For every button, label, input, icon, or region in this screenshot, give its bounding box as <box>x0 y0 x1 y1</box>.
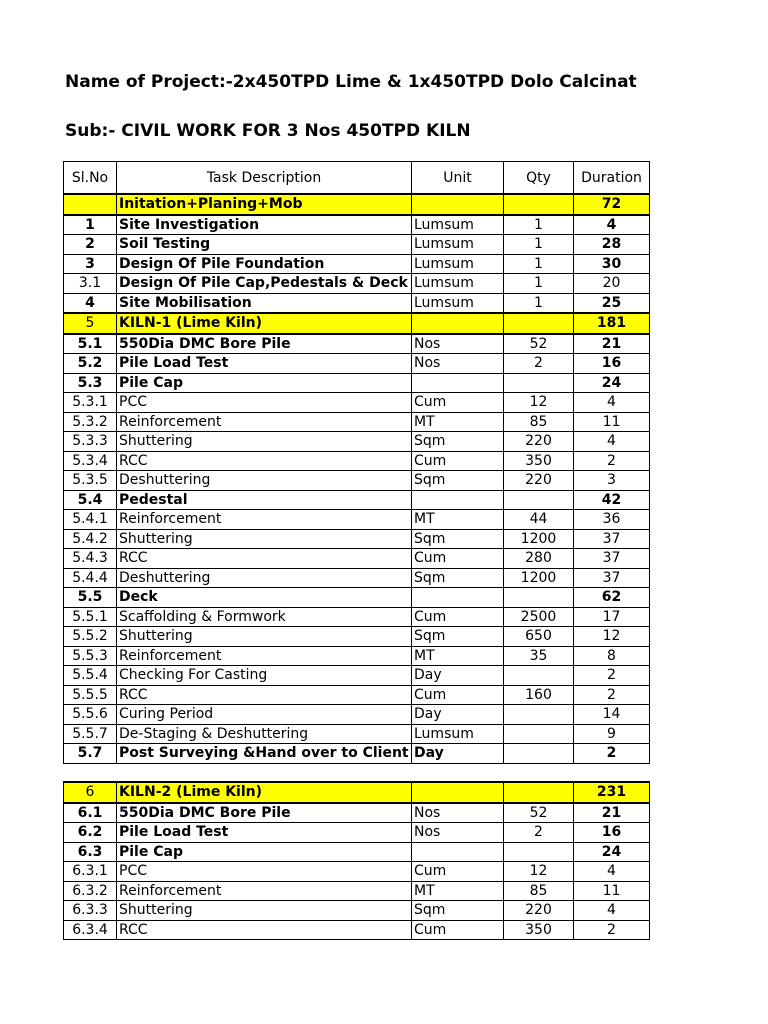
cell-duration: 37 <box>574 549 650 569</box>
cell-unit: Nos <box>412 823 504 843</box>
table-row <box>64 529 650 549</box>
cell-unit: Cum <box>412 549 504 569</box>
cell-qty <box>504 588 574 608</box>
cell-unit: Sqm <box>412 627 504 647</box>
cell-slno: 5.5.2 <box>64 627 117 647</box>
cell-slno: 5.4.1 <box>64 510 117 530</box>
cell-unit: MT <box>412 412 504 432</box>
cell-task-description: Site Mobilisation <box>117 293 412 313</box>
cell-slno: 5.7 <box>64 744 117 764</box>
cell-slno: 5.4.4 <box>64 568 117 588</box>
table-row <box>64 568 650 588</box>
cell-task-description: Design Of Pile Foundation <box>117 254 412 274</box>
cell-slno: 6.1 <box>64 803 117 823</box>
cell-qty <box>504 490 574 510</box>
cell-task-description: Deck <box>117 588 412 608</box>
cell-qty: 12 <box>504 393 574 413</box>
table-row <box>64 685 650 705</box>
cell-slno: 5.5.5 <box>64 685 117 705</box>
table-row <box>64 373 650 393</box>
table-row <box>64 254 650 274</box>
cell-slno: 5.5.7 <box>64 724 117 744</box>
table-row <box>64 235 650 255</box>
cell-duration: 62 <box>574 588 650 608</box>
cell-qty <box>504 194 574 215</box>
table-row <box>64 782 650 803</box>
cell-task-description: Curing Period <box>117 705 412 725</box>
cell-task-description: Scaffolding & Formwork <box>117 607 412 627</box>
cell-qty: 44 <box>504 510 574 530</box>
cell-task-description: Pile Load Test <box>117 823 412 843</box>
cell-task-description: RCC <box>117 920 412 940</box>
cell-task-description: Reinforcement <box>117 646 412 666</box>
table-row <box>64 823 650 843</box>
cell-slno: 5.4.2 <box>64 529 117 549</box>
cell-unit <box>412 588 504 608</box>
table-row <box>64 588 650 608</box>
cell-qty: 52 <box>504 803 574 823</box>
cell-slno: 5.3 <box>64 373 117 393</box>
cell-unit: Cum <box>412 685 504 705</box>
table-row <box>64 744 650 764</box>
cell-slno: 5.4.3 <box>64 549 117 569</box>
cell-slno: 5 <box>64 313 117 334</box>
table-row <box>64 412 650 432</box>
cell-task-description: De-Staging & Deshuttering <box>117 724 412 744</box>
cell-qty: 52 <box>504 334 574 354</box>
cell-slno: 5.5 <box>64 588 117 608</box>
cell-slno: 5.1 <box>64 334 117 354</box>
cell-duration: 17 <box>574 607 650 627</box>
cell-unit: Sqm <box>412 471 504 491</box>
cell-duration: 3 <box>574 471 650 491</box>
cell-slno: 5.5.3 <box>64 646 117 666</box>
cell-duration: 37 <box>574 568 650 588</box>
table-row <box>64 432 650 452</box>
cell-duration: 4 <box>574 432 650 452</box>
cell-duration: 37 <box>574 529 650 549</box>
cell-duration: 24 <box>574 842 650 862</box>
column-header-task-description: Task Description <box>117 162 412 195</box>
cell-unit: MT <box>412 646 504 666</box>
cell-slno: 3 <box>64 254 117 274</box>
cell-slno: 5.3.4 <box>64 451 117 471</box>
cell-task-description: Post Surveying &Hand over to Client <box>117 744 412 764</box>
cell-qty: 220 <box>504 901 574 921</box>
cell-qty: 1 <box>504 274 574 294</box>
task-table-kiln-1 <box>63 161 650 764</box>
cell-duration: 2 <box>574 920 650 940</box>
cell-duration: 21 <box>574 803 650 823</box>
task-table-kiln-2 <box>63 781 650 940</box>
cell-task-description: RCC <box>117 549 412 569</box>
table-row <box>64 627 650 647</box>
cell-task-description: Initation+Planing+Mob <box>117 194 412 215</box>
cell-slno: 5.3.5 <box>64 471 117 491</box>
cell-duration: 25 <box>574 293 650 313</box>
cell-unit: Lumsum <box>412 235 504 255</box>
cell-slno: 4 <box>64 293 117 313</box>
table-row <box>64 881 650 901</box>
table-row <box>64 920 650 940</box>
cell-slno: 5.5.4 <box>64 666 117 686</box>
cell-qty: 1 <box>504 254 574 274</box>
cell-task-description: Checking For Casting <box>117 666 412 686</box>
cell-task-description: Design Of Pile Cap,Pedestals & Deck <box>117 274 412 294</box>
cell-slno: 6.3.3 <box>64 901 117 921</box>
cell-task-description: Shuttering <box>117 432 412 452</box>
cell-qty: 85 <box>504 881 574 901</box>
cell-unit <box>412 842 504 862</box>
cell-slno: 6.3 <box>64 842 117 862</box>
cell-duration: 16 <box>574 354 650 374</box>
table-row <box>64 901 650 921</box>
table-row <box>64 313 650 334</box>
cell-task-description: Soil Testing <box>117 235 412 255</box>
cell-unit: Lumsum <box>412 293 504 313</box>
cell-duration: 72 <box>574 194 650 215</box>
cell-task-description: PCC <box>117 393 412 413</box>
cell-qty <box>504 313 574 334</box>
cell-unit: Lumsum <box>412 724 504 744</box>
column-header-duration: Duration <box>574 162 650 195</box>
cell-task-description: Deshuttering <box>117 471 412 491</box>
cell-duration: 4 <box>574 862 650 882</box>
cell-task-description: KILN-2 (Lime Kiln) <box>117 782 412 803</box>
cell-duration: 2 <box>574 451 650 471</box>
column-header-slno: Sl.No <box>64 162 117 195</box>
table-row <box>64 451 650 471</box>
cell-unit: MT <box>412 881 504 901</box>
cell-duration: 14 <box>574 705 650 725</box>
cell-duration: 12 <box>574 627 650 647</box>
cell-slno: 5.3.3 <box>64 432 117 452</box>
cell-slno: 5.5.6 <box>64 705 117 725</box>
table-row <box>64 471 650 491</box>
cell-qty <box>504 782 574 803</box>
table-row <box>64 393 650 413</box>
cell-qty <box>504 373 574 393</box>
table-row <box>64 194 650 215</box>
cell-task-description: RCC <box>117 451 412 471</box>
cell-duration: 42 <box>574 490 650 510</box>
cell-task-description: Reinforcement <box>117 881 412 901</box>
cell-task-description: Shuttering <box>117 529 412 549</box>
cell-slno: 3.1 <box>64 274 117 294</box>
cell-unit: MT <box>412 510 504 530</box>
cell-unit: Cum <box>412 862 504 882</box>
table-row <box>64 510 650 530</box>
cell-duration: 11 <box>574 881 650 901</box>
table-row <box>64 607 650 627</box>
cell-slno: 6.3.1 <box>64 862 117 882</box>
cell-task-description: Pile Cap <box>117 373 412 393</box>
cell-qty <box>504 705 574 725</box>
cell-qty <box>504 744 574 764</box>
cell-unit <box>412 782 504 803</box>
cell-unit: Sqm <box>412 568 504 588</box>
cell-unit <box>412 490 504 510</box>
cell-unit: Nos <box>412 354 504 374</box>
cell-unit: Cum <box>412 393 504 413</box>
table-row <box>64 705 650 725</box>
cell-duration: 181 <box>574 313 650 334</box>
cell-task-description: Site Investigation <box>117 215 412 235</box>
cell-unit: Cum <box>412 920 504 940</box>
cell-duration: 2 <box>574 666 650 686</box>
cell-slno: 5.3.2 <box>64 412 117 432</box>
cell-task-description: PCC <box>117 862 412 882</box>
cell-unit: Cum <box>412 451 504 471</box>
table-row <box>64 293 650 313</box>
cell-unit: Day <box>412 666 504 686</box>
cell-task-description: Pile Load Test <box>117 354 412 374</box>
cell-qty: 1 <box>504 293 574 313</box>
cell-unit: Sqm <box>412 529 504 549</box>
cell-qty: 1 <box>504 215 574 235</box>
cell-qty: 2500 <box>504 607 574 627</box>
cell-unit: Sqm <box>412 901 504 921</box>
cell-qty <box>504 842 574 862</box>
cell-duration: 2 <box>574 685 650 705</box>
cell-slno: 2 <box>64 235 117 255</box>
cell-qty: 12 <box>504 862 574 882</box>
cell-qty: 35 <box>504 646 574 666</box>
cell-duration: 9 <box>574 724 650 744</box>
cell-qty: 280 <box>504 549 574 569</box>
cell-qty: 220 <box>504 471 574 491</box>
table-row <box>64 842 650 862</box>
cell-task-description: Deshuttering <box>117 568 412 588</box>
cell-qty: 1200 <box>504 529 574 549</box>
cell-task-description: Reinforcement <box>117 412 412 432</box>
cell-slno: 6.3.2 <box>64 881 117 901</box>
cell-duration: 36 <box>574 510 650 530</box>
cell-qty: 1 <box>504 235 574 255</box>
cell-unit: Lumsum <box>412 274 504 294</box>
table-row <box>64 862 650 882</box>
cell-unit <box>412 313 504 334</box>
cell-task-description: Pedestal <box>117 490 412 510</box>
cell-slno: 5.3.1 <box>64 393 117 413</box>
cell-duration: 28 <box>574 235 650 255</box>
cell-task-description: 550Dia DMC Bore Pile <box>117 803 412 823</box>
table-header-row <box>64 162 650 195</box>
table-row <box>64 646 650 666</box>
table-row <box>64 215 650 235</box>
cell-slno: 5.5.1 <box>64 607 117 627</box>
table-row <box>64 274 650 294</box>
column-header-qty: Qty <box>504 162 574 195</box>
cell-slno: 5.2 <box>64 354 117 374</box>
cell-duration: 4 <box>574 901 650 921</box>
cell-duration: 21 <box>574 334 650 354</box>
cell-task-description: Reinforcement <box>117 510 412 530</box>
cell-task-description: Shuttering <box>117 627 412 647</box>
cell-duration: 30 <box>574 254 650 274</box>
cell-qty: 1200 <box>504 568 574 588</box>
cell-qty <box>504 666 574 686</box>
cell-unit: Nos <box>412 334 504 354</box>
cell-slno: 6.3.4 <box>64 920 117 940</box>
cell-task-description: 550Dia DMC Bore Pile <box>117 334 412 354</box>
cell-duration: 4 <box>574 215 650 235</box>
cell-task-description: RCC <box>117 685 412 705</box>
cell-qty: 85 <box>504 412 574 432</box>
cell-duration: 4 <box>574 393 650 413</box>
table-row <box>64 549 650 569</box>
cell-duration: 231 <box>574 782 650 803</box>
subject-title: Sub:- CIVIL WORK FOR 3 Nos 450TPD KILN <box>65 121 471 141</box>
cell-unit: Sqm <box>412 432 504 452</box>
table-row <box>64 354 650 374</box>
column-header-unit: Unit <box>412 162 504 195</box>
cell-unit <box>412 194 504 215</box>
cell-duration: 11 <box>574 412 650 432</box>
cell-unit: Cum <box>412 607 504 627</box>
table-row <box>64 334 650 354</box>
cell-qty: 650 <box>504 627 574 647</box>
cell-slno <box>64 194 117 215</box>
cell-duration: 16 <box>574 823 650 843</box>
cell-unit: Day <box>412 705 504 725</box>
cell-task-description: Shuttering <box>117 901 412 921</box>
cell-unit: Lumsum <box>412 254 504 274</box>
cell-task-description: KILN-1 (Lime Kiln) <box>117 313 412 334</box>
cell-qty <box>504 724 574 744</box>
table-row <box>64 666 650 686</box>
cell-duration: 8 <box>574 646 650 666</box>
cell-qty: 350 <box>504 451 574 471</box>
cell-qty: 2 <box>504 823 574 843</box>
cell-slno: 5.4 <box>64 490 117 510</box>
cell-unit: Day <box>412 744 504 764</box>
cell-unit: Lumsum <box>412 215 504 235</box>
cell-duration: 2 <box>574 744 650 764</box>
cell-qty: 160 <box>504 685 574 705</box>
cell-slno: 6 <box>64 782 117 803</box>
cell-unit <box>412 373 504 393</box>
cell-slno: 6.2 <box>64 823 117 843</box>
cell-unit: Nos <box>412 803 504 823</box>
table-row <box>64 724 650 744</box>
cell-qty: 350 <box>504 920 574 940</box>
cell-qty: 2 <box>504 354 574 374</box>
cell-task-description: Pile Cap <box>117 842 412 862</box>
table-row <box>64 490 650 510</box>
cell-duration: 20 <box>574 274 650 294</box>
cell-duration: 24 <box>574 373 650 393</box>
cell-qty: 220 <box>504 432 574 452</box>
table-row <box>64 803 650 823</box>
project-title: Name of Project:-2x450TPD Lime & 1x450TPD Dolo Calcinat <box>65 72 637 92</box>
cell-slno: 1 <box>64 215 117 235</box>
